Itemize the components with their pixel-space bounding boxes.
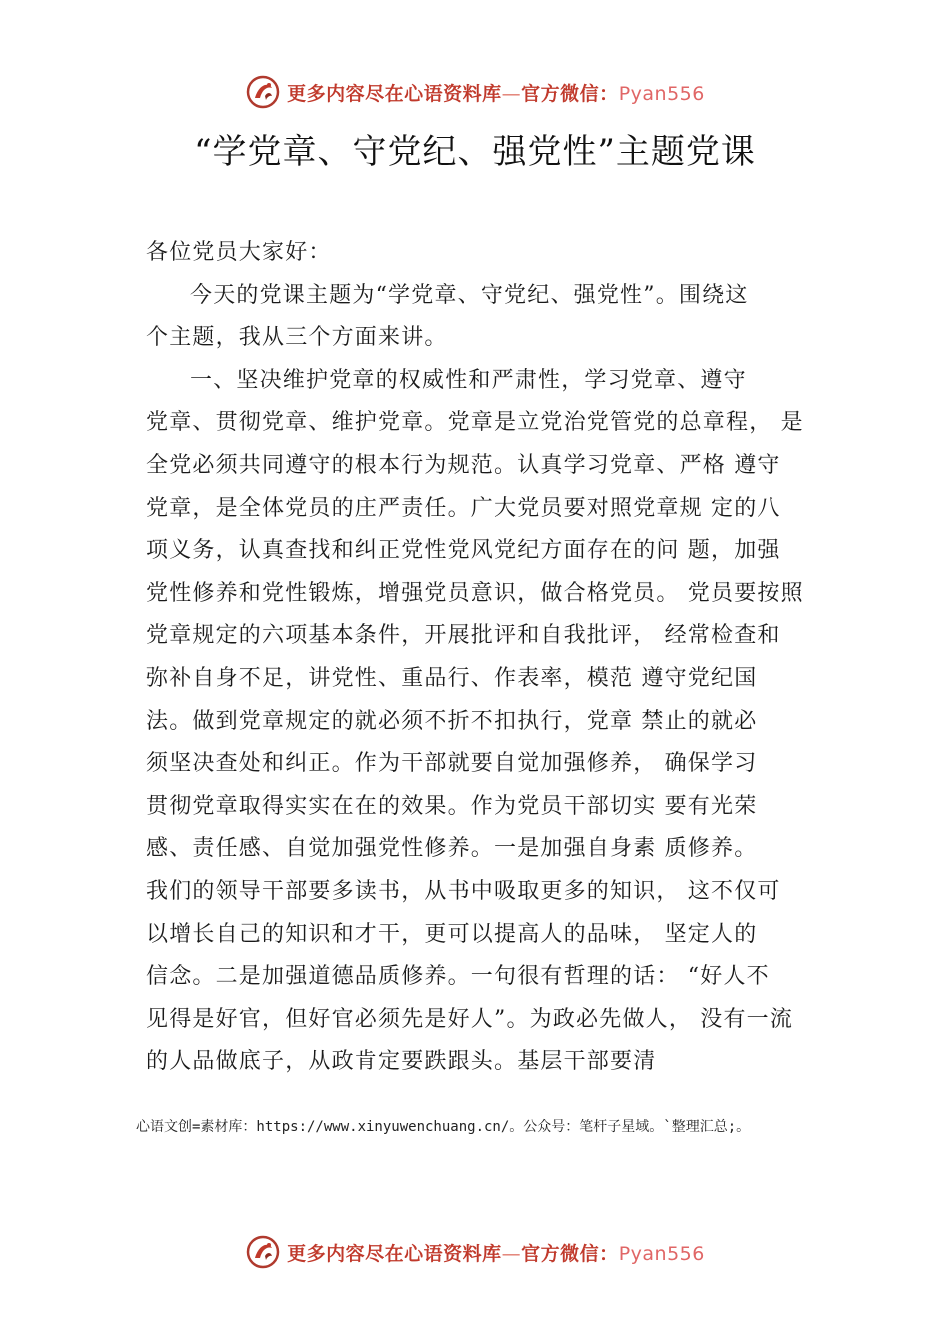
body-line: 须坚决查处和纠正。作为干部就要自觉加强修养， 确保学习 xyxy=(146,751,758,777)
body-line: 法。做到党章规定的就必须不折不扣执行，党章 禁止的就必 xyxy=(146,708,758,734)
source-footer: 心语文创=素材库：https://www.xinyuwenchuang.cn/。公众号：笔杆子星域。`整理汇总;。 xyxy=(136,1119,751,1135)
body-line: 个主题，我从三个方面来讲。 xyxy=(146,325,448,351)
body-line: 的人品做底子，从政肯定要跌跟头。基层干部要清 xyxy=(146,1049,657,1075)
body-line: 贯彻党章取得实实在在的效果。作为党员干部切实 要有光荣 xyxy=(146,793,758,819)
watermark-text: 更多内容尽在心语资料库—官方微信：Pyan556 xyxy=(287,1242,705,1265)
body-line: 以增长自己的知识和才干，更可以提高人的品味， 坚定人的 xyxy=(146,921,758,947)
document-title: “学党章、守党纪、强党性”主题党课 xyxy=(194,132,756,172)
document-body xyxy=(146,232,836,1084)
body-line: 一、坚决维护党章的权威性和严肃性，学习党章、遵守 xyxy=(190,367,747,393)
watermark-text: 更多内容尽在心语资料库—官方微信：Pyan556 xyxy=(287,82,705,105)
body-line: 弥补自身不足，讲党性、重品行、作表率，模范 遵守党纪国 xyxy=(146,665,758,691)
watermark-footer xyxy=(0,1232,950,1272)
body-line: 感、责任感、自觉加强党性修养。一是加强自身素 质修养。 xyxy=(146,836,758,862)
body-line: 党章、贯彻党章、维护党章。党章是立党治党管党的总章程， 是 xyxy=(146,410,804,436)
body-line: 信念。二是加强道德品质修养。一句很有哲理的话： “好人不 xyxy=(146,964,770,990)
body-line: 党章规定的六项基本条件，开展批评和自我批评， 经常检查和 xyxy=(146,623,781,649)
body-line: 党性修养和党性锻炼，增强党员意识，做合格党员。 党员要按照 xyxy=(146,580,804,606)
watermark-header xyxy=(0,72,950,112)
body-line: 项义务，认真查找和纠正党性党风党纪方面存在的问 题，加强 xyxy=(146,538,781,564)
body-line: 党章，是全体党员的庄严责任。广大党员要对照党章规 定的八 xyxy=(146,495,781,521)
body-line: 今天的党课主题为“学党章、守党纪、强党性”。围绕这 xyxy=(190,282,749,308)
red-swirl-logo-icon xyxy=(245,74,281,110)
body-line: 全党必须共同遵守的根本行为规范。认真学习党章、严格 遵守 xyxy=(146,452,781,478)
body-line: 各位党员大家好： xyxy=(146,240,332,265)
red-swirl-logo-icon xyxy=(245,1234,281,1270)
body-line: 见得是好官，但好官必须先是好人”。为政必先做人， 没有一流 xyxy=(146,1006,794,1032)
body-line: 我们的领导干部要多读书，从书中吸取更多的知识， 这不仅可 xyxy=(146,878,781,904)
